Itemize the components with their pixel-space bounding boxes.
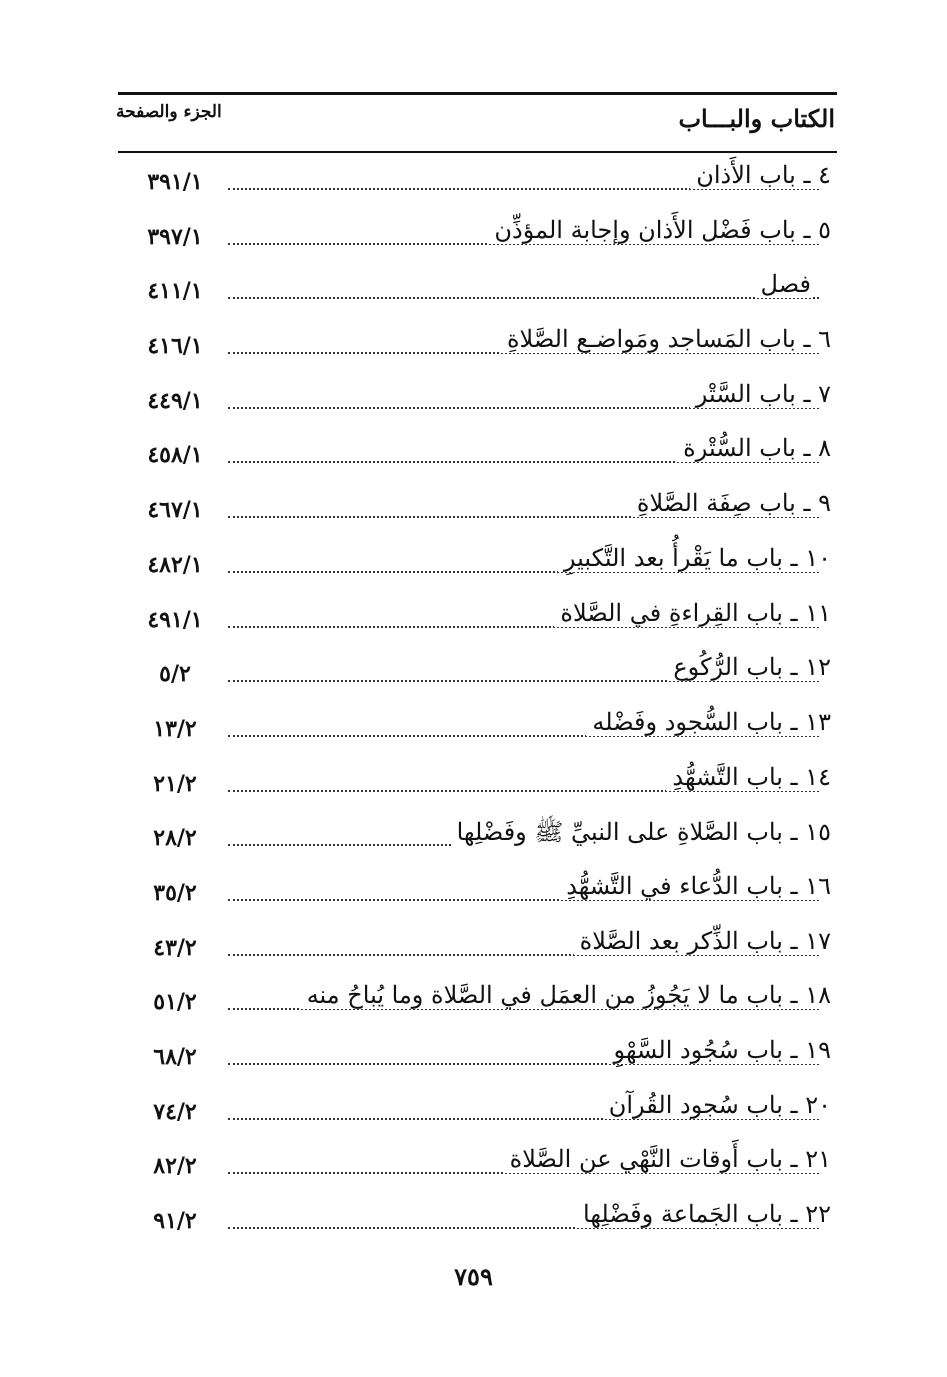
toc-entry-title: ١٥ ـ باب الصَّلاةِ على النبيِّ ﷺ وفَضْلِها xyxy=(451,817,831,852)
toc-entry-title: ١٦ ـ باب الدُّعاء في التَّشهُّدِ xyxy=(560,872,831,900)
toc-entry-title: ٧ ـ باب السَّتْر xyxy=(690,380,831,408)
toc-entry[interactable] xyxy=(118,975,831,1030)
toc-entry[interactable] xyxy=(118,647,831,702)
header-top-rule xyxy=(118,92,837,95)
toc-entry-page: ٤٦٧/١ xyxy=(147,497,203,524)
toc-entry-title: ١٤ ـ باب التَّشهُّدِ xyxy=(666,763,831,791)
toc-entry-title: فصل xyxy=(755,270,811,298)
leader-dots xyxy=(228,297,819,299)
toc-entry-title: ٢٢ ـ باب الجَماعة وفَضْلِها xyxy=(577,1200,831,1228)
toc-entry[interactable] xyxy=(118,483,831,538)
toc-entry[interactable] xyxy=(118,593,831,648)
toc-entry[interactable] xyxy=(118,866,831,921)
toc-entry-page: ٨٢/٢ xyxy=(153,1153,197,1180)
toc-entry[interactable] xyxy=(118,374,831,429)
toc-entry[interactable] xyxy=(118,702,831,757)
header-chapter-label: الكتاب والبـــاب xyxy=(678,104,835,133)
toc-entry-title: ٢١ ـ باب أَوقات النَّهْي عن الصَّلاة xyxy=(504,1145,831,1173)
toc-entry[interactable] xyxy=(118,319,831,374)
toc-entry-title: ١٨ ـ باب ما لا يَجُوزُ من العمَل في الصَّلاة وما يُباحُ منه xyxy=(301,981,831,1009)
toc-entry[interactable] xyxy=(118,264,831,319)
page-number: ٧٥٩ xyxy=(454,1262,493,1291)
toc-entry-page: ٦٨/٢ xyxy=(153,1044,197,1070)
toc-entry-page: ٧٤/٢ xyxy=(153,1098,197,1125)
toc-entry-page: ٩١/٢ xyxy=(153,1208,197,1235)
toc-entry[interactable] xyxy=(118,811,831,866)
toc-entry-page: ٤١١/١ xyxy=(147,278,203,305)
toc-entry-title: ١٢ ـ باب الرُّكُوع xyxy=(667,653,831,681)
toc-entry[interactable] xyxy=(118,1030,831,1085)
toc-entry[interactable] xyxy=(118,1139,831,1194)
toc-entry-title: ٤ ـ باب الأَذان xyxy=(690,161,831,189)
toc-entry-page: ٣٩١/١ xyxy=(147,169,203,195)
toc-list xyxy=(118,155,831,1249)
toc-entry-page: ٢٨/٢ xyxy=(153,825,197,852)
toc-entry[interactable] xyxy=(118,1085,831,1140)
toc-entry-page: ٥/٢ xyxy=(159,661,191,688)
toc-entry-page: ١٣/٢ xyxy=(153,715,197,742)
header-bottom-rule xyxy=(118,151,837,153)
toc-entry-page: ٤٨٢/١ xyxy=(147,551,203,578)
toc-entry[interactable] xyxy=(118,1194,831,1249)
toc-entry-title: ٩ ـ باب صِفَة الصَّلاةِ xyxy=(631,489,831,517)
toc-entry[interactable] xyxy=(118,428,831,483)
toc-entry-title: ١٠ ـ باب ما يَقْرأُ بعد التَّكبيرِ xyxy=(558,544,831,572)
toc-entry-title: ١٧ ـ باب الذِّكر بعد الصَّلاة xyxy=(574,927,831,955)
toc-entry-title: ١١ ـ باب القِراءةِ في الصَّلاة xyxy=(554,599,831,627)
toc-entry-page: ٤٣/٢ xyxy=(153,934,197,961)
toc-entry-page: ٣٩٧/١ xyxy=(147,223,203,250)
toc-entry-title: ٨ ـ باب السُّتْرة xyxy=(677,434,831,462)
toc-entry-page: ٤٩١/١ xyxy=(147,606,203,633)
toc-entry[interactable] xyxy=(118,155,831,210)
toc-entry-page: ٤٥٨/١ xyxy=(147,442,203,469)
toc-entry[interactable] xyxy=(118,210,831,265)
toc-entry-title: ٥ ـ باب فَضْل الأَذان وإجابة المؤذِّن xyxy=(488,216,831,244)
toc-entry-title: ١٩ ـ باب سُجُود السَّهْوِ xyxy=(608,1036,831,1064)
toc-entry-page: ٤١٦/١ xyxy=(147,333,203,360)
toc-entry-page: ٣٥/٢ xyxy=(153,879,197,906)
toc-entry-page: ٥١/٢ xyxy=(153,989,197,1016)
toc-entry[interactable] xyxy=(118,757,831,812)
toc-entry-page: ٢١/٢ xyxy=(153,770,197,797)
toc-entry-title: ٦ ـ باب المَساجد ومَواضـع الصَّلاةِ xyxy=(501,325,831,353)
header-page-label: الجزء والصفحة xyxy=(116,102,222,122)
toc-entry-title: ٢٠ ـ باب سُجود القُرآن xyxy=(603,1091,831,1119)
toc-entry[interactable] xyxy=(118,538,831,593)
toc-entry-page: ٤٤٩/١ xyxy=(147,387,203,414)
toc-entry[interactable] xyxy=(118,921,831,976)
toc-entry-title: ١٣ ـ باب السُّجود وفَضْله xyxy=(586,708,831,736)
